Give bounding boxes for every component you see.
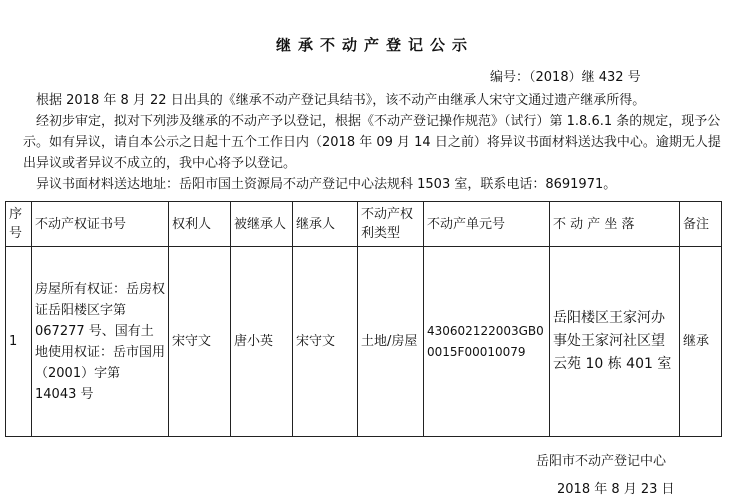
paragraph-review: 经初步审定，拟对下列涉及继承的不动产予以登记，根据《不动产登记操作规范》（试行）第 1.8.6.1 条的规定，现予公示。如有异议，请自本公示之日起十五个工作日内（2018 年 09 月 14 日之前）将异议书面材料送达我中心。逾期无人提出异议或者异议不成立的，我中心将予以登记。: [23, 114, 721, 171]
header-no: 序号: [6, 202, 32, 247]
table-header: [6, 202, 722, 247]
issue-date: 2018 年 8 月 23 日: [557, 482, 675, 497]
header-cert: 不动产权证书号: [32, 202, 169, 247]
header-unit-no: 不动产单元号: [424, 202, 550, 247]
cell-cert: 房屋所有权证：岳房权证岳阳楼区字第 067277 号、国有土地使用权证：岳市国用（2001）字第 14043 号: [32, 247, 169, 437]
cell-location: 岳阳楼区王家河办事处王家河社区望云苑 10 栋 401 室: [550, 247, 680, 437]
paragraph-basis: 根据 2018 年 8 月 22 日出具的《继承不动产登记具结书》，该不动产由继承人宋守文通过遗产继承所得。: [36, 93, 646, 108]
cell-owner: 宋守文: [169, 247, 231, 437]
cell-unit-no: 430602122003GB00015F00010079: [424, 247, 550, 437]
cell-right-type: 土地/房屋: [358, 247, 424, 437]
header-location: 不 动 产 坐 落: [550, 202, 680, 247]
header-remark: 备注: [680, 202, 722, 247]
issuing-organization: 岳阳市不动产登记中心: [536, 454, 667, 469]
notice-title: 继承不动产登记公示: [275, 36, 474, 54]
cell-heir: 宋守文: [293, 247, 358, 437]
document-number: 编号：（2018）继 432 号: [490, 70, 641, 85]
registration-table: [5, 201, 722, 437]
header-decedent: 被继承人: [231, 202, 293, 247]
table-row: [6, 247, 722, 437]
cell-decedent: 唐小英: [231, 247, 293, 437]
cell-no: 1: [6, 247, 32, 437]
header-right-type: 不动产权利类型: [358, 202, 424, 247]
paragraph-objection-address: 异议书面材料送达地址：岳阳市国土资源局不动产登记中心法规科 1503 室，联系电话：8691971。: [36, 177, 617, 192]
cell-remark: 继承: [680, 247, 722, 437]
header-heir: 继承人: [293, 202, 358, 247]
header-owner: 权利人: [169, 202, 231, 247]
